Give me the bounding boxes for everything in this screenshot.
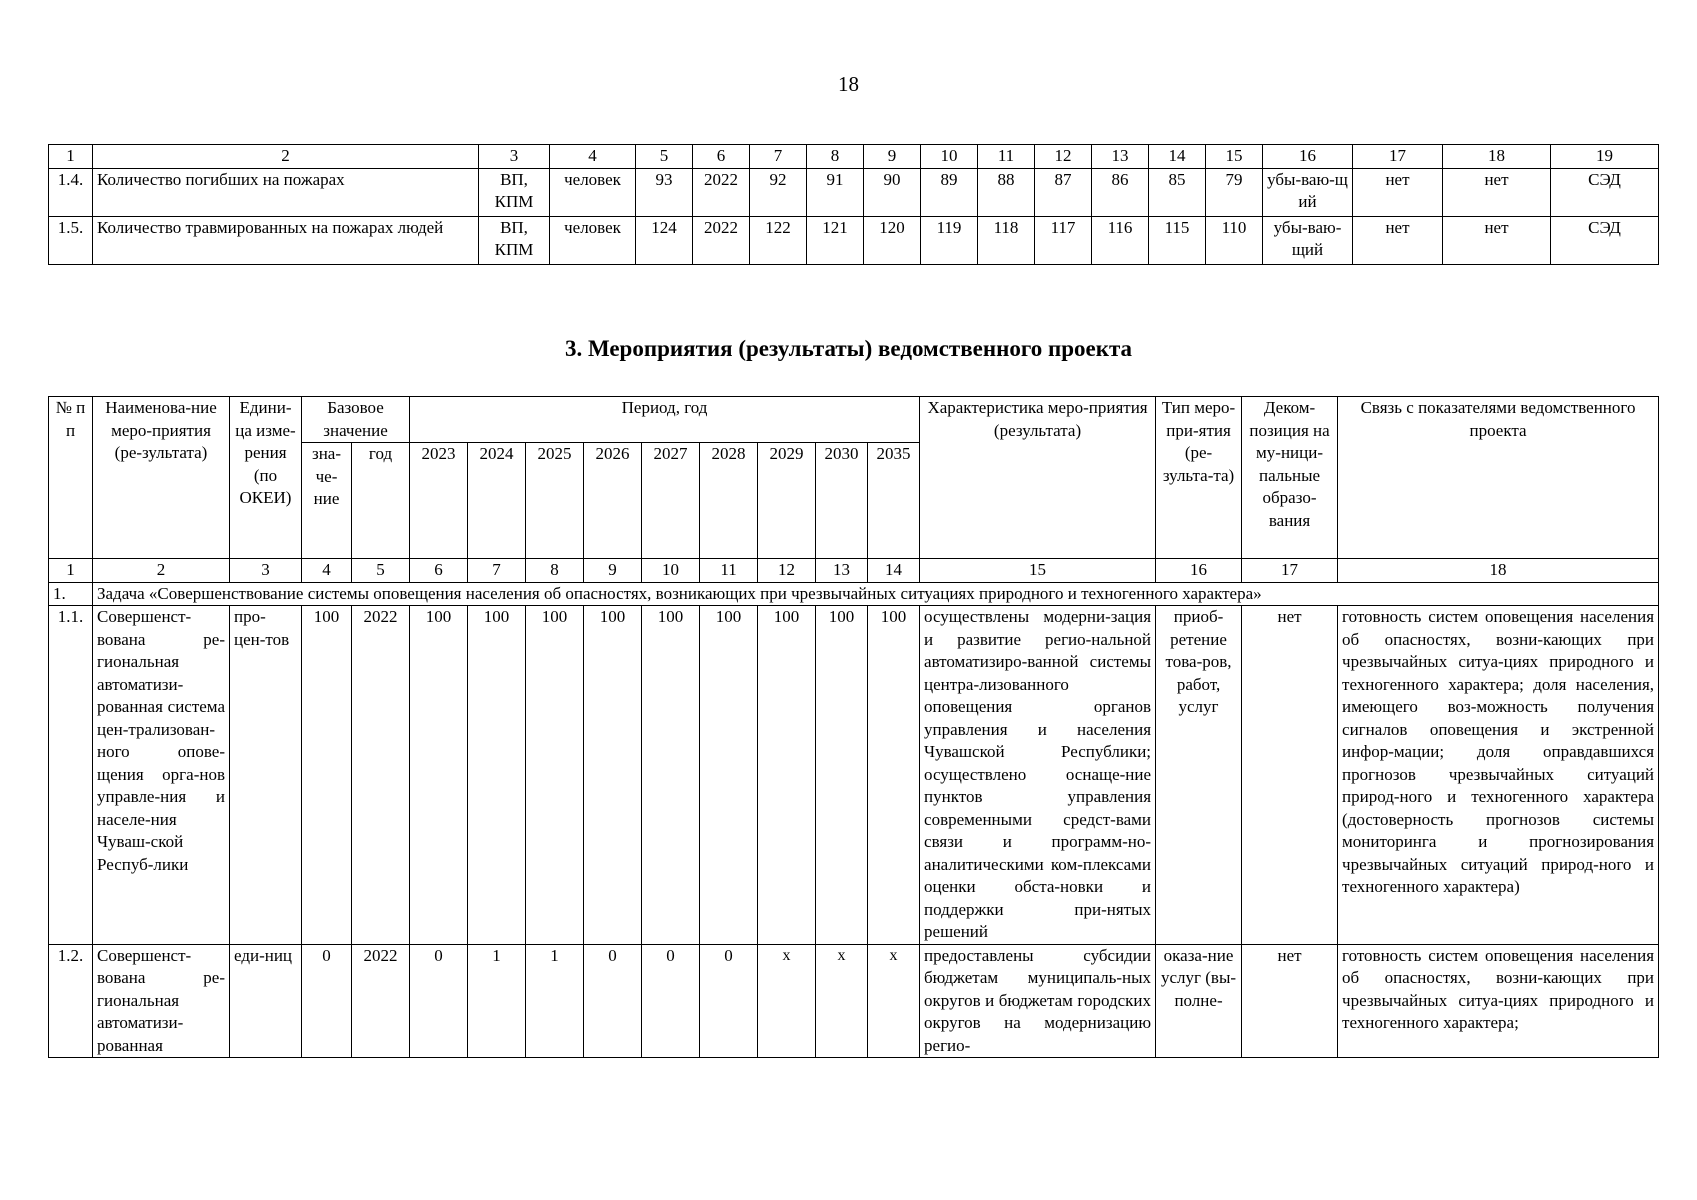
col-number: 15 — [920, 559, 1156, 583]
col-number: 6 — [410, 559, 468, 583]
col-number: 6 — [693, 145, 750, 169]
head-number: № пп — [49, 397, 93, 559]
col-number: 16 — [1263, 145, 1353, 169]
value-2024: 91 — [807, 168, 864, 216]
value-2030: 115 — [1149, 216, 1206, 264]
indicator-name: Количество погибших на пожарах — [93, 168, 479, 216]
col-number: 14 — [868, 559, 920, 583]
activity-decomposition: нет — [1242, 606, 1338, 945]
activities-table — [48, 396, 1659, 1058]
value-2026: 89 — [921, 168, 978, 216]
indicator-name: Количество травмированных на пожарах людей — [93, 216, 479, 264]
activity-row — [49, 944, 1659, 1058]
page-number: 18 — [838, 72, 859, 96]
col-number: 1 — [49, 145, 93, 169]
col-number: 3 — [230, 559, 302, 583]
head-year: 2030 — [816, 443, 868, 559]
col-number: 5 — [636, 145, 693, 169]
value-2028: 117 — [1035, 216, 1092, 264]
activity-characteristic: осуществлены модерни-зация и развитие регио-нальной автоматизиро-ванной системы центра-лизованного оповещения органов управления и населения Чувашской Республики; осуществлено оснаще-ние пунктов управления современными средст-вами связи и программ-но-аналитическими ком-плексами оценки обста-новки и поддержки при-нятых решений — [920, 606, 1156, 945]
activities-header-row — [49, 397, 1659, 443]
col-number: 19 — [1551, 145, 1659, 169]
col-number: 4 — [550, 145, 636, 169]
value-2028: 0 — [700, 944, 758, 1058]
head-year: 2027 — [642, 443, 700, 559]
col-number: 7 — [468, 559, 526, 583]
col-number: 10 — [921, 145, 978, 169]
col-number: 9 — [584, 559, 642, 583]
col-number: 18 — [1443, 145, 1551, 169]
row-number: 1.2. — [49, 944, 93, 1058]
col-number: 18 — [1338, 559, 1659, 583]
value-2023: 122 — [750, 216, 807, 264]
head-period: Период, год — [410, 397, 920, 443]
head-characteristic: Характеристика меро-приятия (результата) — [920, 397, 1156, 559]
indicator-row — [49, 168, 1659, 216]
col-number: 3 — [479, 145, 550, 169]
value-2029: х — [758, 944, 816, 1058]
value-2028: 100 — [700, 606, 758, 945]
value-2023: 92 — [750, 168, 807, 216]
task-text: Задача «Совершенствование системы оповещения населения об опасностях, возникающих при чрезвычайных ситуациях природного и техногенного характера» — [93, 582, 1659, 606]
col-number: 1 — [49, 559, 93, 583]
base-value: 100 — [302, 606, 352, 945]
value-2023: 0 — [410, 944, 468, 1058]
col-number: 8 — [526, 559, 584, 583]
value-2025: 120 — [864, 216, 921, 264]
indicator-level: ВП, КПМ — [479, 216, 550, 264]
value-2035: х — [868, 944, 920, 1058]
head-year: 2028 — [700, 443, 758, 559]
value-2029: 100 — [758, 606, 816, 945]
head-link: Связь с показателями ведомственного проекта — [1338, 397, 1659, 559]
col-number: 13 — [816, 559, 868, 583]
head-year: 2024 — [468, 443, 526, 559]
base-value: 93 — [636, 168, 693, 216]
value-2025: 1 — [526, 944, 584, 1058]
col-number: 7 — [750, 145, 807, 169]
activity-type: оказа-ние услуг (вы-полне- — [1156, 944, 1242, 1058]
activity-link: готовность систем оповещения населения об опасностях, возни-кающих при чрезвычайных ситуа-циях природного и техногенного характера; — [1338, 944, 1659, 1058]
value-2024: 1 — [468, 944, 526, 1058]
value-2035: 100 — [868, 606, 920, 945]
indicator-level: ВП, КПМ — [479, 168, 550, 216]
value-2027: 0 — [642, 944, 700, 1058]
head-type: Тип меро-при-ятия (ре-зульта-та) — [1156, 397, 1242, 559]
value-2030: х — [816, 944, 868, 1058]
base-year: 2022 — [693, 168, 750, 216]
indicator-unit: человек — [550, 216, 636, 264]
value-2027: 118 — [978, 216, 1035, 264]
value-2026: 100 — [584, 606, 642, 945]
activity-link: готовность систем оповещения населения об опасностях, возни-кающих при чрезвычайных ситуа-циях природного и техногенного характера; доля населения, имеющего воз-можность получения сигналов оповещения и экстренной инфор-мации; доля оправдавшихся прогнозов чрезвычайных ситуаций природ-ного и техногенного характера (достоверность прогнозов системы мониторинга и прогнозирования чрезвычайных ситуаций природ-ного и техногенного характера) — [1338, 606, 1659, 945]
col-number: 11 — [700, 559, 758, 583]
head-decomposition: Деком-позиция на му-ници-пальные образо-вания — [1242, 397, 1338, 559]
head-base-value: зна-че-ние — [302, 443, 352, 559]
base-year: 2022 — [693, 216, 750, 264]
activity-name: Совершенст-вована ре-гиональная автоматизи-рованная система цен-трализован-ного опове-щения орга-нов управле-ния и населе-ния Чуваш-ской Респуб-лики — [93, 606, 230, 945]
base-value: 0 — [302, 944, 352, 1058]
col-18: нет — [1443, 168, 1551, 216]
value-2026: 119 — [921, 216, 978, 264]
value-2027: 100 — [642, 606, 700, 945]
base-value: 124 — [636, 216, 693, 264]
task-row — [49, 582, 1659, 606]
head-year: 2023 — [410, 443, 468, 559]
value-2025: 100 — [526, 606, 584, 945]
indicator-row — [49, 216, 1659, 264]
col-number: 12 — [1035, 145, 1092, 169]
col-18: нет — [1443, 216, 1551, 264]
value-2025: 90 — [864, 168, 921, 216]
col-number: 9 — [864, 145, 921, 169]
col-number: 5 — [352, 559, 410, 583]
col-number: 16 — [1156, 559, 1242, 583]
activity-type: приоб-ретение това-ров, работ, услуг — [1156, 606, 1242, 945]
col-19: СЭД — [1551, 168, 1659, 216]
col-number: 4 — [302, 559, 352, 583]
col-19: СЭД — [1551, 216, 1659, 264]
value-2028: 87 — [1035, 168, 1092, 216]
activity-decomposition: нет — [1242, 944, 1338, 1058]
col-number: 8 — [807, 145, 864, 169]
value-2024: 121 — [807, 216, 864, 264]
col-number: 17 — [1242, 559, 1338, 583]
value-2023: 100 — [410, 606, 468, 945]
head-base-year: год — [352, 443, 410, 559]
trend: убы-ваю-щий — [1263, 216, 1353, 264]
activity-row — [49, 606, 1659, 945]
indicator-unit: человек — [550, 168, 636, 216]
col-number: 15 — [1206, 145, 1263, 169]
col-number: 2 — [93, 145, 479, 169]
indicators-table — [48, 144, 1659, 265]
col-number: 2 — [93, 559, 230, 583]
row-number: 1.5. — [49, 216, 93, 264]
col-number: 17 — [1353, 145, 1443, 169]
trend: убы-ваю-щий — [1263, 168, 1353, 216]
value-2026: 0 — [584, 944, 642, 1058]
value-2024: 100 — [468, 606, 526, 945]
col-number: 11 — [978, 145, 1035, 169]
head-year: 2025 — [526, 443, 584, 559]
head-base: Базовое значение — [302, 397, 410, 443]
column-numbers-row — [49, 559, 1659, 583]
base-year: 2022 — [352, 606, 410, 945]
head-name: Наименова-ние меро-приятия (ре-зультата) — [93, 397, 230, 559]
col-17: нет — [1353, 168, 1443, 216]
row-number: 1.1. — [49, 606, 93, 945]
task-number: 1. — [49, 582, 93, 606]
base-year: 2022 — [352, 944, 410, 1058]
value-2029: 116 — [1092, 216, 1149, 264]
col-number: 14 — [1149, 145, 1206, 169]
activity-name: Совершенст-вована ре-гиональная автоматизи-рованная — [93, 944, 230, 1058]
row-number: 1.4. — [49, 168, 93, 216]
section-title: 3. Мероприятия (результаты) ведомственного проекта — [564, 336, 1133, 361]
activity-unit: про-цен-тов — [230, 606, 302, 945]
activity-characteristic: предоставлены субсидии бюджетам муниципаль-ных округов и бюджетам городских округов на модернизацию регио- — [920, 944, 1156, 1058]
indicators-header-row — [49, 145, 1659, 169]
head-year: 2029 — [758, 443, 816, 559]
activity-unit: еди-ниц — [230, 944, 302, 1058]
value-2035: 79 — [1206, 168, 1263, 216]
col-number: 13 — [1092, 145, 1149, 169]
col-number: 12 — [758, 559, 816, 583]
value-2029: 86 — [1092, 168, 1149, 216]
head-unit: Едини-ца изме-рения (по ОКЕИ) — [230, 397, 302, 559]
value-2027: 88 — [978, 168, 1035, 216]
head-year: 2035 — [868, 443, 920, 559]
value-2035: 110 — [1206, 216, 1263, 264]
head-year: 2026 — [584, 443, 642, 559]
col-17: нет — [1353, 216, 1443, 264]
value-2030: 100 — [816, 606, 868, 945]
col-number: 10 — [642, 559, 700, 583]
value-2030: 85 — [1149, 168, 1206, 216]
